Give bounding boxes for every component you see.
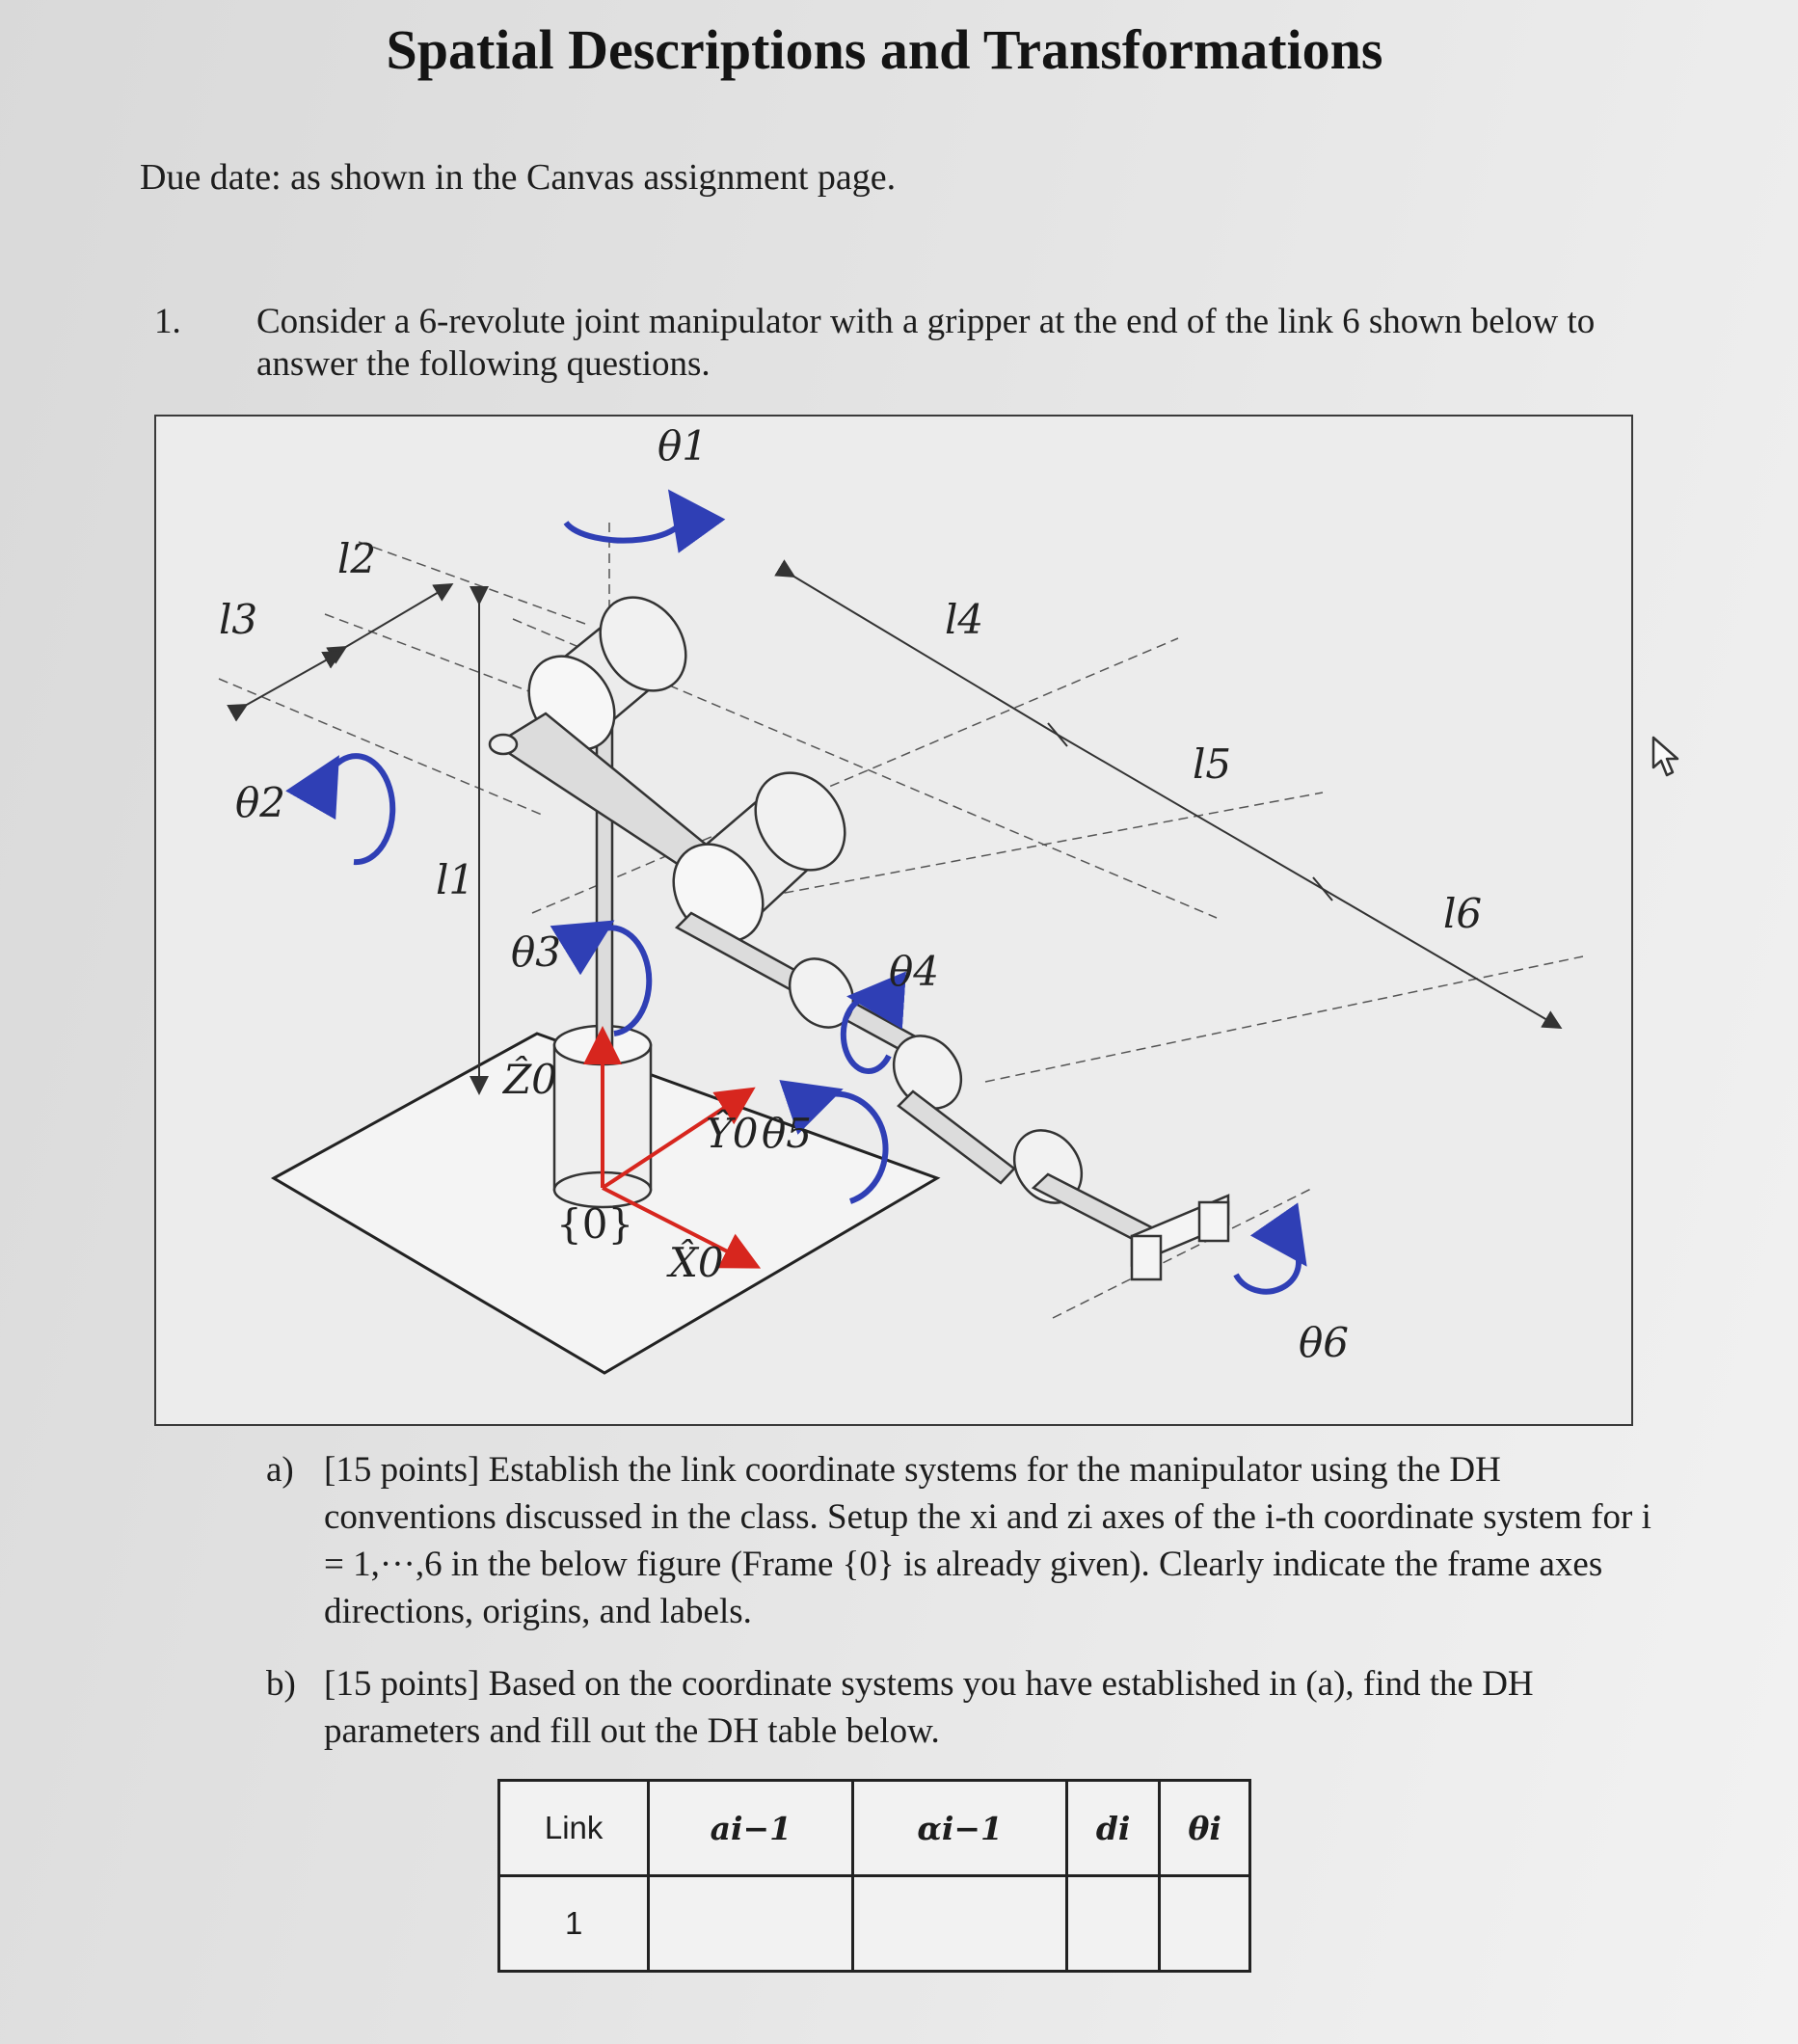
dh-table <box>497 1779 1251 1973</box>
page-title: Spatial Descriptions and Transformations <box>386 18 1383 81</box>
part-a-label: a) <box>266 1450 294 1490</box>
dh-header-d: di <box>1067 1781 1160 1876</box>
z0-label: Ẑ0 <box>503 1056 557 1103</box>
dh-cell-d[interactable] <box>1067 1876 1160 1972</box>
theta2-label: θ2 <box>235 779 286 826</box>
due-date: Due date: as shown in the Canvas assignment page. <box>140 157 897 198</box>
l2-label: l2 <box>337 535 377 582</box>
x0-label: X̂0 <box>669 1239 724 1286</box>
l5-label: l5 <box>1193 740 1232 788</box>
dh-cell-alpha[interactable] <box>853 1876 1067 1972</box>
mouse-cursor-icon <box>1650 735 1689 788</box>
theta1-label: θ1 <box>657 422 709 470</box>
y0-label: Ŷ0 <box>706 1110 759 1157</box>
dh-header-row <box>499 1781 1250 1876</box>
l1-label: l1 <box>436 856 475 903</box>
dh-header-alpha: αi−1 <box>853 1781 1067 1876</box>
dh-cell-theta[interactable] <box>1160 1876 1250 1972</box>
dh-header-theta: θi <box>1160 1781 1250 1876</box>
theta6-label: θ6 <box>1299 1319 1350 1366</box>
frame0-label: {0} <box>556 1200 634 1248</box>
theta4-label: θ4 <box>889 948 940 995</box>
part-b-label: b) <box>266 1664 296 1704</box>
question-text: Consider a 6-revolute joint manipulator with a gripper at the end of the link 6 shown below to answer the following questions. <box>256 302 1596 384</box>
dh-cell-link: 1 <box>499 1876 649 1972</box>
manipulator-figure <box>154 415 1633 1426</box>
theta5-label: θ5 <box>762 1110 813 1157</box>
part-a-text: [15 points] Establish the link coordinate systems for the manipulator using the DH conventions discussed in the class. Setup the xi and zi axes of the i-th coordinate system for i = 1,···,6 in the below figure (Frame {0} is already given). Clearly indicate the frame axes directions, origins, and labels. <box>324 1450 1651 1631</box>
table-row <box>499 1876 1250 1972</box>
theta3-label: θ3 <box>511 928 562 976</box>
dh-header-a: ai−1 <box>649 1781 853 1876</box>
l6-label: l6 <box>1443 890 1483 937</box>
dimension-lines <box>245 576 1559 1091</box>
dh-header-link: Link <box>499 1781 649 1876</box>
dh-cell-a[interactable] <box>649 1876 853 1972</box>
part-b-text: [15 points] Based on the coordinate systems you have established in (a), find the DH parameters and fill out the DH table below. <box>324 1664 1534 1751</box>
l4-label: l4 <box>945 596 984 643</box>
l3-label: l3 <box>219 596 258 643</box>
question-number: 1. <box>154 302 181 341</box>
